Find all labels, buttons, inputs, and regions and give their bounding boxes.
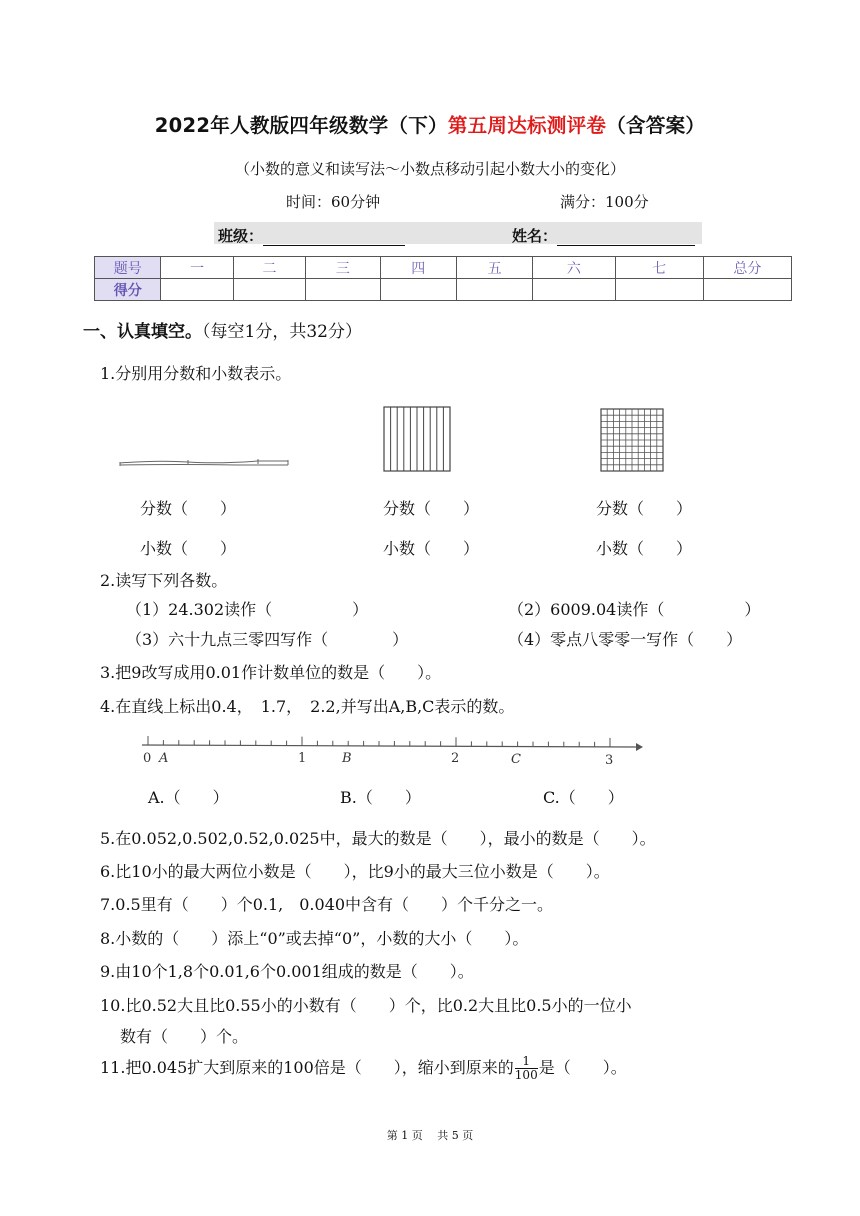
question-2-part-2[interactable]: （2）6009.04读作（ ） (508, 600, 761, 619)
score-table-score-row (95, 279, 792, 301)
point-c-label: C (511, 752, 521, 767)
question-11-text-2: 是（ ）。 (538, 1058, 627, 1077)
section-1-title: 一、认真填空。 (83, 322, 202, 342)
class-field[interactable] (218, 225, 405, 246)
question-11[interactable] (100, 1055, 627, 1082)
score-cell[interactable] (703, 279, 791, 301)
question-8[interactable]: 8.小数的（ ）添上“0”或去掉“0”，小数的大小（ ）。 (100, 929, 529, 948)
question-6[interactable]: 6.比10小的最大两位小数是（ ），比9小的最大三位小数是（ ）。 (100, 862, 610, 881)
section-1-note: （每空1分，共32分） (202, 322, 362, 342)
question-10-line-2[interactable]: 数有（ ）个。 (120, 1027, 249, 1046)
name-label: 姓名： (512, 227, 558, 245)
page-title (0, 110, 860, 138)
question-7[interactable]: 7.0.5里有（ ）个0.1, 0.040中含有（ ）个千分之一。 (100, 895, 554, 914)
title-highlight: 第五周达标测评卷 (447, 114, 607, 137)
score-header-cell: 二 (233, 257, 305, 279)
question-2: 2.读写下列各数。 (100, 571, 228, 590)
segmented-bar-figure (118, 452, 290, 466)
score-header-cell: 六 (533, 257, 615, 279)
fraction-answer-2[interactable]: 分数（ ） (383, 499, 480, 518)
score-header-cell: 四 (380, 257, 456, 279)
point-a-label: A (159, 751, 169, 766)
question-2-part-4[interactable]: （4）零点八零零一写作（ ） (508, 630, 743, 649)
fraction-one-hundredth (515, 1055, 538, 1082)
score-header-cell: 一 (161, 257, 233, 279)
class-label: 班级： (218, 227, 264, 245)
class-blank[interactable] (263, 229, 405, 246)
time-limit: 时间：60分钟 (286, 193, 381, 211)
tick-label: 1 (298, 751, 307, 766)
score-cell[interactable] (161, 279, 233, 301)
tick-label: 0 (143, 751, 152, 766)
decimal-answer-1[interactable]: 小数（ ） (140, 539, 237, 558)
score-header-cell: 题号 (95, 257, 161, 279)
score-table (94, 256, 792, 301)
question-1: 1.分别用分数和小数表示。 (100, 364, 292, 383)
score-row-label: 得分 (95, 279, 161, 301)
question-5[interactable]: 5.在0.052,0.502,0.52,0.025中，最大的数是（ ），最小的数是（ ）。 (100, 829, 656, 848)
full-score: 满分：100分 (560, 193, 649, 211)
tenths-square-figure (383, 406, 451, 472)
name-field[interactable] (512, 225, 695, 246)
hundredths-grid-figure (600, 408, 664, 472)
score-cell[interactable] (233, 279, 305, 301)
section-1-heading (83, 317, 362, 342)
score-header-cell: 五 (456, 257, 532, 279)
title-main: 2022年人教版四年级数学（下） (154, 114, 448, 137)
title-tail: （含答案） (606, 114, 706, 137)
answer-b[interactable]: B.（ ） (340, 788, 421, 807)
score-cell[interactable] (615, 279, 703, 301)
score-table-header-row (95, 257, 792, 279)
page-footer: 第 1 页 共 5 页 (386, 1129, 474, 1142)
score-cell[interactable] (380, 279, 456, 301)
decimal-answer-2[interactable]: 小数（ ） (383, 539, 480, 558)
fraction-answer-1[interactable]: 分数（ ） (140, 499, 237, 518)
decimal-answer-3[interactable]: 小数（ ） (596, 539, 693, 558)
number-line-figure (138, 732, 644, 772)
fraction-answer-3[interactable]: 分数（ ） (596, 499, 693, 518)
score-header-cell: 三 (306, 257, 380, 279)
question-3[interactable]: 3.把9改写成用0.01作计数单位的数是（ ）。 (100, 663, 442, 682)
score-header-cell: 七 (615, 257, 703, 279)
fraction-numerator: 1 (515, 1055, 538, 1069)
name-blank[interactable] (557, 229, 695, 246)
score-cell[interactable] (533, 279, 615, 301)
tick-label: 2 (451, 751, 460, 766)
fraction-denominator: 100 (514, 1068, 538, 1082)
tick-label: 3 (605, 753, 614, 768)
subtitle: （小数的意义和读写法～小数点移动引起小数大小的变化） (234, 160, 625, 178)
score-cell[interactable] (306, 279, 380, 301)
question-4: 4.在直线上标出0.4， 1.7， 2.2,并写出A,B,C表示的数。 (100, 697, 515, 716)
question-11-text-1: 11.把0.045扩大到原来的100倍是（ ），缩小到原来的 (100, 1058, 514, 1077)
point-b-label: B (342, 751, 352, 766)
question-2-part-3[interactable]: （3）六十九点三零四写作（ ） (126, 630, 409, 649)
score-cell[interactable] (456, 279, 532, 301)
question-10-line-1[interactable]: 10.比0.52大且比0.55小的小数有（ ）个，比0.2大且比0.5小的一位小 (100, 996, 632, 1015)
question-2-part-1[interactable]: （1）24.302读作（ ） (126, 600, 369, 619)
question-9[interactable]: 9.由10个1,8个0.01,6个0.001组成的数是（ ）。 (100, 962, 474, 981)
answer-a[interactable]: A.（ ） (148, 788, 229, 807)
score-header-cell: 总分 (703, 257, 791, 279)
answer-c[interactable]: C.（ ） (543, 788, 624, 807)
